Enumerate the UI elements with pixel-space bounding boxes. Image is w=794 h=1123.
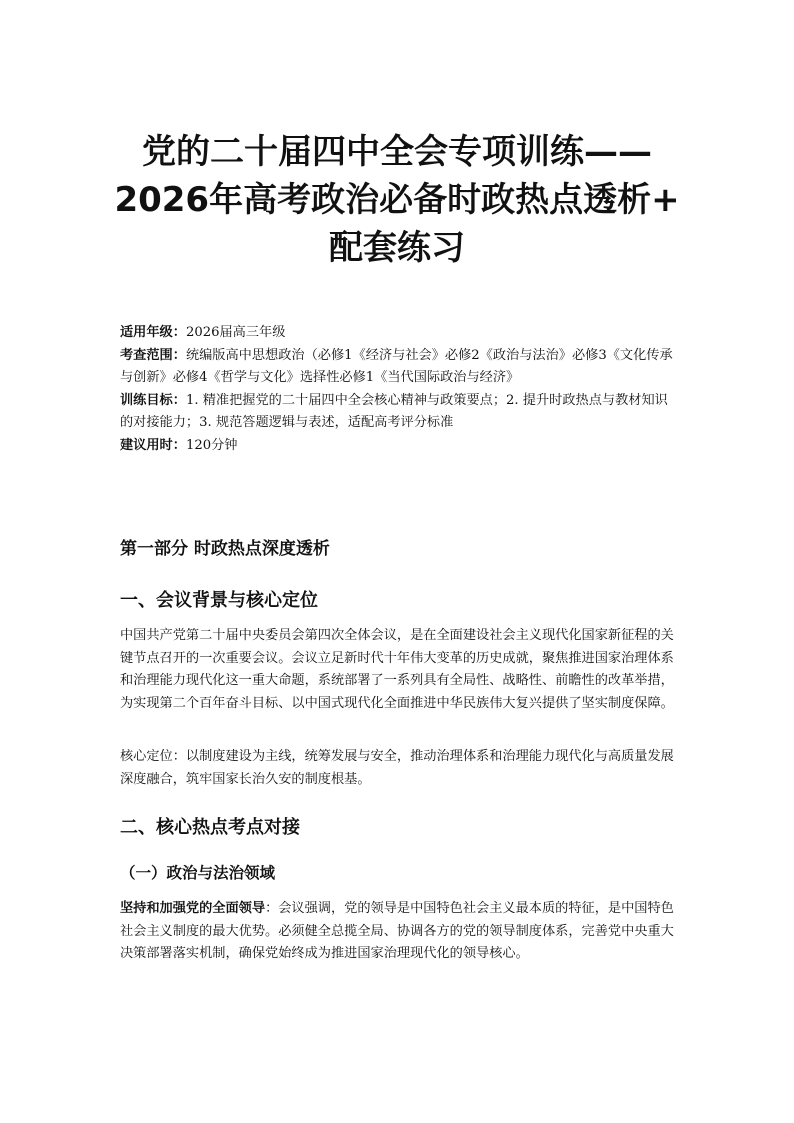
subsection-heading-politics-law: （一）政治与法治领域	[120, 864, 276, 882]
section-heading-hotspots: 二、核心热点考点对接	[120, 817, 300, 838]
document-title	[60, 128, 734, 272]
meta-time-value: 120分钟	[185, 437, 238, 453]
meta-time	[120, 435, 680, 458]
party-leadership-text: 会议强调，党的领导是中国特色社会主义最本质的特征，是中国特色社会主义制度的最大优势。必须健全总揽全局、协调各方的党的领导制度体系，完善党中央重大决策部署落实机制，确保党始终成为推进国家治理现代化的领导核心。	[120, 901, 674, 962]
meta-scope-value: 统编版高中思想政治（必修1《经济与社会》必修2《政治与法治》必修3《文化传承与创新》必修4《哲学与文化》选择性必修1《当代国际政治与经济》	[120, 347, 673, 385]
party-leadership-colon: ：	[265, 901, 279, 916]
section-paragraph-background: 中国共产党第二十届中央委员会第四次全体会议，是在全面建设社会主义现代化国家新征程的关键节点召开的一次重要会议。会议立足新时代十年伟大变革的历史成就，聚焦推进国家治理体系和治理能力现代化这一重大命题，系统部署了一系列具有全局性、战略性、前瞻性的改革举措，为实现第二个百年奋斗目标、以中国式现代化全面推进中华民族伟大复兴提供了坚实制度保障。	[120, 628, 674, 711]
core-positioning-paragraph: 核心定位：以制度建设为主线，统筹发展与安全，推动治理体系和治理能力现代化与高质量发展深度融合，筑牢国家长治久安的制度根基。	[120, 749, 674, 787]
meta-grade	[120, 322, 680, 345]
document-meta	[120, 322, 680, 457]
meta-scope	[120, 345, 680, 390]
meta-scope-label: 考查范围：	[120, 347, 186, 363]
party-leadership-paragraph	[120, 898, 680, 966]
section-heading-background: 一、会议背景与核心定位	[120, 590, 318, 611]
meta-goal-value: 1. 精准把握党的二十届四中全会核心精神与政策要点；2. 提升时政热点与教材知识的对接能力；3. 规范答题逻辑与表述，适配高考评分标准	[120, 392, 668, 430]
meta-grade-label: 适用年级：	[120, 325, 186, 340]
meta-time-label: 建议用时：	[120, 437, 186, 453]
title-line-2: 2026年高考政治必备时政热点透析+	[114, 180, 680, 220]
meta-goal-label: 训练目标：	[120, 392, 186, 408]
title-line-1: 党的二十届四中全会专项训练——	[142, 132, 652, 172]
party-leadership-label: 坚持和加强党的全面领导	[120, 901, 266, 916]
title-line-3: 配套练习	[329, 228, 465, 268]
meta-goal	[120, 390, 680, 435]
part-heading: 第一部分 时政热点深度透析	[120, 539, 330, 559]
meta-grade-value: 2026届高三年级	[185, 325, 286, 340]
